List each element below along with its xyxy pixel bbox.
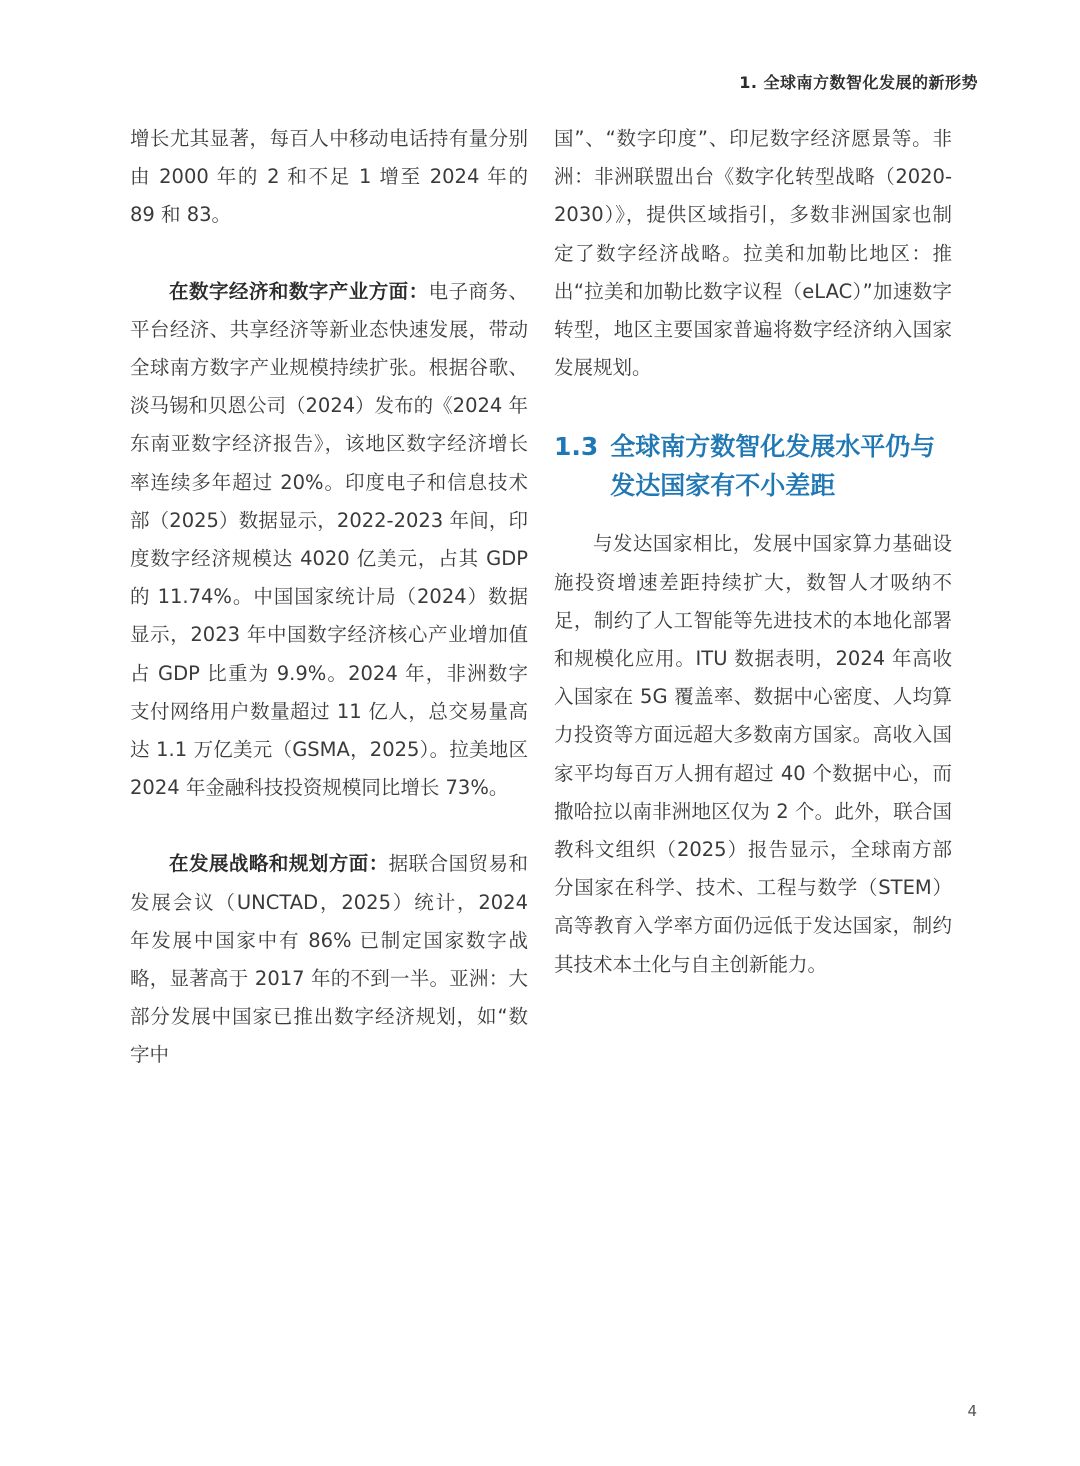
paragraph-body: 电子商务、平台经济、共享经济等新业态快速发展，带动全球南方数字产业规模持续扩张。根据谷歌、淡马锡和贝恩公司（2024）发布的《2024 年东南亚数字经济报告》，该地区数字经济增长率连续多年超过 20%。印度电子和信息技术部（2025）数据显示，2022-2023 年间，印度数字经济规模达 4020 亿美元，占其 GDP 的 11.74%。中国国家统计局（2024）数据显示，2023 年中国数字经济核心产业增加值占 GDP 比重为 9.9%。2024 年，非洲数字支付网络用户数量超过 11 亿人，总交易量高达 1.1 万亿美元（GSMA，2025）。拉美地区 2024 年金融科技投资规模同比增长 73%。 [130,279,528,800]
paragraph-strategy [130,845,528,1074]
running-header: 1. 全球南方数智化发展的新形势 [739,73,978,92]
paragraph-development-gap: 与发达国家相比，发展中国家算力基础设施投资增速差距持续扩大，数智人才吸纳不足，制约了人工智能等先进技术的本地化部署和规模化应用。ITU 数据表明，2024 年高收入国家在 5G 覆盖率、数据中心密度、人均算力投资等方面远超大多数南方国家。高收入国家平均每百万人拥有超过 40 个数据中心，而撒哈拉以南非洲地区仅为 2 个。此外，联合国教科文组织（2025）报告显示，全球南方部分国家在科学、技术、工程与数学（STEM）高等教育入学率方面仍远低于发达国家，制约其技术本土化与自主创新能力。 [554,532,952,976]
paragraph-regional-strategies: 国”、“数字印度”、印尼数字经济愿景等。非洲：非洲联盟出台《数字化转型战略（2020-2030）》，提供区域指引，多数非洲国家也制定了数字经济战略。拉美和加勒比地区：推出“拉美和加勒比数字议程（eLAC）”加速数字转型，地区主要国家普遍将数字经济纳入国家发展规划。 [554,127,952,380]
paragraph-lead: 在数字经济和数字产业方面： [169,279,429,303]
right-column [554,120,952,984]
paragraph-lead: 在发展战略和规划方面： [169,852,389,876]
section-number: 1.3 [554,432,599,462]
section-heading [554,427,952,505]
page-number: 4 [967,1402,977,1420]
paragraph-mobile-phone: 增长尤其显著，每百人中移动电话持有量分别由 2000 年的 2 和不足 1 增至 2024 年的 89 和 83。 [130,127,528,227]
section-title: 全球南方数智化发展水平仍与发达国家有不小差距 [610,432,936,501]
left-column [130,120,528,1075]
paragraph-digital-economy [130,273,528,808]
paragraph-gap [130,807,528,845]
paragraph-gap [130,235,528,273]
paragraph-body: 据联合国贸易和发展会议（UNCTAD，2025）统计，2024 年发展中国家中有 86% 已制定国家数字战略，显著高于 2017 年的不到一半。亚洲：大部分发展中国家已推出数字经济规划，如“数字中 [130,852,528,1067]
